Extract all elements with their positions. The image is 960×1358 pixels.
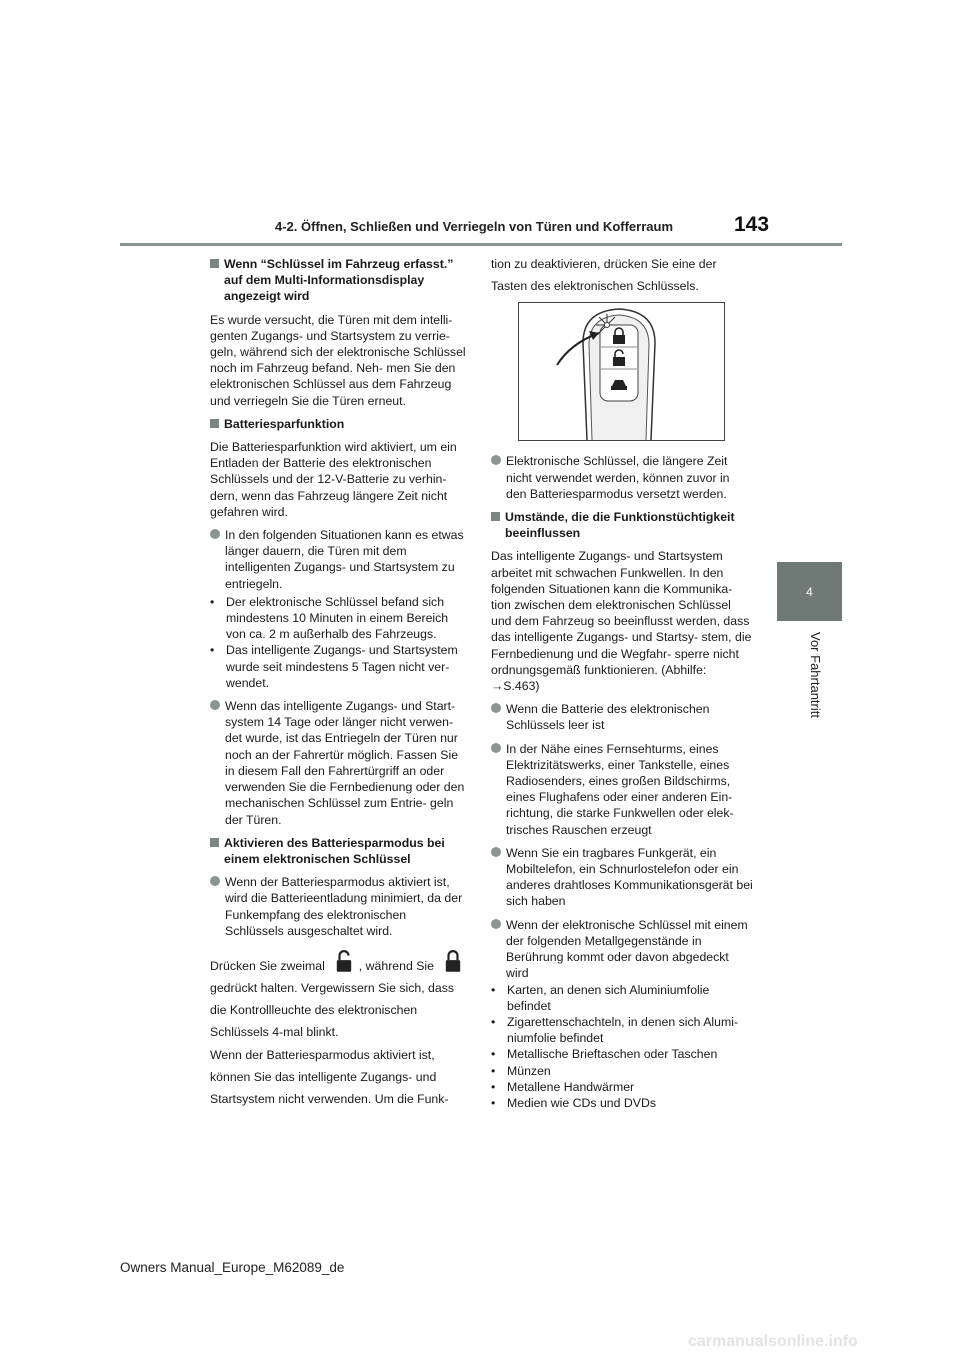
bullet-item: Wenn Sie ein tragbares Funkgerät, ein Mobiltelefon, ein Schnurlostelefon oder ein anderes drahtloses Kommunikationsgerät bei sich haben	[491, 845, 753, 910]
press-instruction: Drücken Sie zweimal , während Sie	[210, 946, 468, 974]
text-line: Tasten des elektronischen Schlüssels.	[491, 279, 699, 294]
header-divider	[120, 243, 842, 246]
footer-document-id: Owners Manual_Europe_M62089_de	[120, 1260, 345, 1275]
sub-list-item: • Münzen	[491, 1063, 551, 1078]
sub-list-item: • Karten, an denen sich Aluminiumfolie befindet	[491, 982, 710, 1013]
sub-list-item: • Medien wie CDs und DVDs	[491, 1095, 656, 1110]
bullet-item: Elektronische Schlüssel, die längere Zeit nicht verwendet werden, können zuvor in den Batteriesparmodus versetzt werden.	[491, 453, 753, 502]
text-line: Schlüssels 4-mal blinkt.	[210, 1025, 339, 1040]
round-bullet-icon	[210, 876, 220, 886]
text-line: gedrückt halten. Vergewissern Sie sich, dass	[210, 980, 455, 995]
square-bullet-icon	[210, 419, 219, 428]
section-header-title: 4-2. Öffnen, Schließen und Verriegeln von Türen und Kofferraum	[275, 219, 673, 234]
sub-list-item: • Metallene Handwärmer	[491, 1079, 635, 1094]
section-heading: Batteriesparfunktion	[210, 416, 468, 432]
chapter-number: 4	[806, 584, 813, 599]
right-column	[491, 256, 753, 1111]
text-line: Wenn der Batteriesparmodus aktiviert ist,	[210, 1047, 435, 1062]
round-bullet-icon	[491, 847, 501, 857]
text-line: Startsystem nicht verwenden. Um die Funk-	[210, 1091, 449, 1106]
bullet-item: In der Nähe eines Fernsehturms, eines Elektrizitätswerks, einer Tankstelle, eines Radiosenders, eines großen Bildschirms, eines Flughafens oder einer anderen Ein- richtung, die starke Funkwellen oder elek- trisches Rauschen erzeugt	[491, 741, 753, 838]
round-bullet-icon	[491, 919, 501, 929]
chapter-label: Vor Fahrtantritt	[808, 632, 823, 718]
paragraph: Die Batteriesparfunktion wird aktiviert, um ein Entladen der Batterie des elektronischen Schlüssels und der 12-V-Batterie zu verhin- dern, wenn das Fahrzeug längere Zeit nicht gefahren wird.	[210, 440, 457, 519]
round-bullet-icon	[491, 703, 501, 713]
sub-list-item: • Metallische Brieftaschen oder Taschen	[491, 1047, 718, 1062]
square-bullet-icon	[210, 838, 219, 847]
page-number: 143	[734, 213, 770, 236]
square-bullet-icon	[210, 259, 219, 268]
text-line: können Sie das intelligente Zugangs- und	[210, 1069, 437, 1084]
bullet-item: Wenn die Batterie des elektronischen Schlüssels leer ist	[491, 701, 753, 733]
sub-list	[210, 594, 468, 691]
unlock-icon	[335, 948, 353, 974]
square-bullet-icon	[491, 512, 500, 521]
sub-list-item: • Das intelligente Zugangs- und Startsystem wurde seit mindestens 5 Tagen nicht ver- wendet.	[210, 643, 458, 690]
bullet-item: Wenn das intelligente Zugangs- und Start- system 14 Tage oder länger nicht verwen- det wurde, ist das Entriegeln der Türen nur noch an der Fahrertür möglich. Fassen Sie in diesem Fall den Fahrertürgriff an oder verwenden Sie die Fernbedienung oder den mechanischen Schlüssel zum Entrie- geln der Türen.	[210, 698, 468, 828]
sub-list-item: • Der elektronische Schlüssel befand sich mindestens 10 Minuten in einem Bereich von ca. 2 m außerhalb des Fahrzeugs.	[210, 594, 449, 642]
key-fob-illustration	[518, 302, 725, 441]
round-bullet-icon	[491, 455, 501, 465]
round-bullet-icon	[210, 529, 220, 539]
bullet-item: Wenn der elektronische Schlüssel mit einem der folgenden Metallgegenstände in Berührung kommt oder davon abgedeckt wird	[491, 917, 753, 982]
paragraph: Das intelligente Zugangs- und Startsystem arbeitet mit schwachen Funkwellen. In den folgenden Situationen kann die Kommunika- tion zwischen dem elektronischen Schlüssel und dem Fahrzeug so beeinflusst werden, dass das intelligente Zugangs- und Startsy- stem, die Fernbedienung und die Wegfahr- sperre nicht ordnungsgemäß funktionieren. (Abhilfe: →S.463)	[491, 549, 752, 694]
text-line: die Kontrollleuchte des elektronischen	[210, 1003, 418, 1018]
sub-list-item: • Zigarettenschachteln, in denen sich Alumi- niumfolie befindet	[491, 1014, 739, 1046]
chapter-tab	[777, 562, 842, 621]
lock-icon	[444, 948, 462, 974]
left-column	[210, 256, 468, 1113]
section-heading: Aktivieren des Batteriesparmodus bei einem elektronischen Schlüssel	[210, 835, 468, 867]
watermark: carmanualsonline.info	[688, 1333, 858, 1350]
text-line: tion zu deaktivieren, drücken Sie eine der	[491, 257, 717, 271]
bullet-item: Wenn der Batteriesparmodus aktiviert ist, wird die Batterieentladung minimiert, da der Funkempfang des elektronischen Schlüssels ausgeschaltet wird.	[210, 874, 468, 939]
bullet-item: In den folgenden Situationen kann es etwas länger dauern, die Türen mit dem intelligenten Zugangs- und Startsystem zu entriegeln.	[210, 527, 468, 592]
round-bullet-icon	[210, 700, 220, 710]
section-heading: Wenn “Schlüssel im Fahrzeug erfasst.” auf dem Multi-Informationsdisplay angezeigt wird	[210, 256, 468, 305]
sub-list	[491, 982, 753, 1112]
round-bullet-icon	[491, 743, 501, 753]
paragraph: Es wurde versucht, die Türen mit dem intelli- genten Zugangs- und Startsystem zu verrie- geln, während sich der elektronische Schlüssel noch im Fahrzeug befand. Neh- men Sie den elektronischen Schlüssel aus dem Fahrzeug und verriegeln Sie die Türen erneut.	[210, 312, 466, 408]
key-fob-drawing	[519, 303, 724, 440]
section-heading: Umstände, die die Funktionstüchtigkeit beeinflussen	[491, 509, 753, 541]
